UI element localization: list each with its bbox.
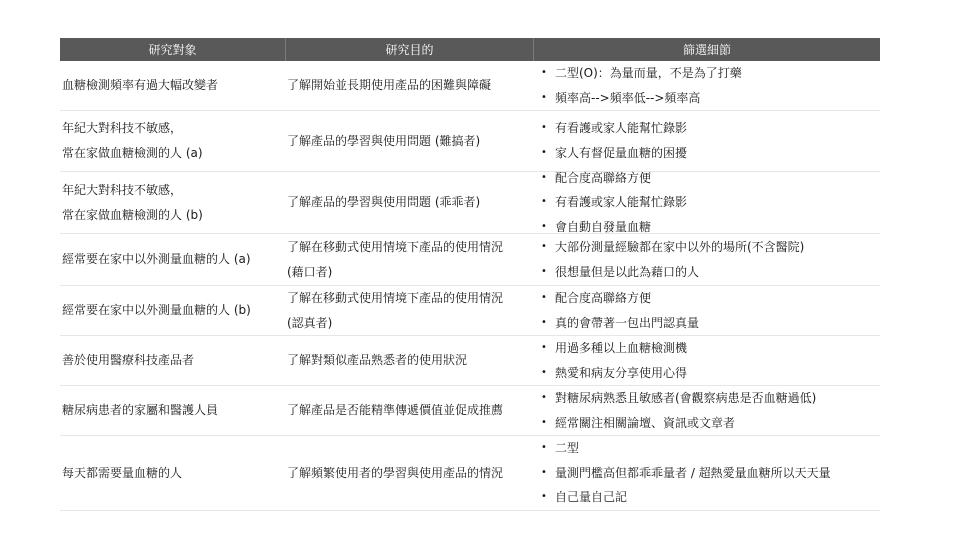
cell-research-target	[60, 172, 285, 233]
criteria-text: 自己量自己記	[555, 490, 628, 505]
criteria-item	[541, 116, 880, 141]
criteria-item	[541, 361, 880, 386]
cell-research-purpose	[285, 111, 533, 171]
bullet-icon: •	[541, 416, 547, 428]
target-text-line: 經常要在家中以外測量血糖的人 (a)	[62, 252, 251, 267]
table-row	[60, 172, 880, 234]
table-row	[60, 336, 880, 386]
criteria-item	[541, 336, 880, 361]
purpose-text-line: 了解在移動式使用情境下產品的使用情況	[287, 239, 504, 254]
criteria-item	[541, 286, 880, 311]
criteria-item	[541, 485, 880, 510]
criteria-text: 真的會帶著一包出門認真量	[555, 315, 700, 330]
target-text-line: 每天都需要量血糖的人	[62, 465, 183, 480]
header-screening-details: 篩選細節	[533, 38, 880, 61]
bullet-icon: •	[541, 66, 547, 78]
table-body	[60, 61, 880, 511]
bullet-icon: •	[541, 196, 547, 208]
cell-screening-details	[533, 286, 880, 335]
bullet-icon: •	[541, 442, 547, 454]
criteria-text: 大部份測量經驗都在家中以外的場所(不含醫院)	[555, 239, 805, 254]
bullet-icon: •	[541, 466, 547, 478]
cell-screening-details	[533, 111, 880, 171]
criteria-item	[541, 411, 880, 436]
criteria-list	[541, 386, 880, 435]
criteria-list	[541, 166, 880, 240]
table-header	[60, 38, 880, 61]
criteria-text: 量測門檻高但都乖乖量者 / 超熱愛量血糖所以天天量	[555, 465, 831, 480]
bullet-icon: •	[541, 366, 547, 378]
purpose-text-line: 了解對類似產品熟悉者的使用狀況	[287, 353, 468, 368]
cell-research-target	[60, 234, 285, 285]
target-text-line: 年紀大對科技不敏感，	[62, 121, 183, 136]
bullet-icon: •	[541, 291, 547, 303]
cell-research-purpose	[285, 234, 533, 285]
cell-research-target	[60, 286, 285, 335]
cell-research-purpose	[285, 336, 533, 385]
cell-research-purpose	[285, 61, 533, 110]
table-row	[60, 286, 880, 336]
cell-research-target	[60, 111, 285, 171]
bullet-icon: •	[541, 147, 547, 158]
criteria-text: 用過多種以上血糖檢測機	[555, 340, 688, 355]
criteria-item	[541, 166, 880, 191]
bullet-icon: •	[541, 171, 547, 183]
header-research-target: 研究對象	[148, 43, 197, 57]
bullet-icon: •	[541, 220, 547, 232]
table-row	[60, 436, 880, 511]
target-text-line: 年紀大對科技不敏感，	[62, 182, 183, 197]
purpose-text-line: 了解產品是否能精準傳遞價值並促成推薦	[287, 403, 504, 418]
bullet-icon: •	[541, 122, 547, 134]
bullet-icon: •	[541, 91, 547, 103]
criteria-text: 有看護或家人能幫忙錄影	[555, 195, 688, 210]
criteria-item	[541, 461, 880, 486]
criteria-item	[541, 61, 880, 86]
criteria-item	[541, 311, 880, 336]
criteria-item	[541, 386, 880, 411]
cell-research-purpose	[285, 386, 533, 435]
criteria-item	[541, 260, 880, 285]
cell-research-target	[60, 436, 285, 510]
target-text-line: 常在家做血糖檢測的人 (b)	[62, 207, 203, 222]
cell-screening-details	[533, 336, 880, 385]
criteria-text: 經常關注相關論壇、資訊或文章者	[555, 415, 736, 430]
target-text-line: 經常要在家中以外測量血糖的人 (b)	[62, 303, 251, 318]
criteria-text: 熱愛和病友分享使用心得	[555, 365, 688, 380]
criteria-text: 會自動自發量血糖	[555, 219, 652, 234]
criteria-text: 頻率高-->頻率低-->頻率高	[555, 90, 701, 105]
criteria-item	[541, 86, 880, 111]
criteria-list	[541, 61, 880, 110]
bullet-icon: •	[541, 391, 547, 403]
purpose-text-line: (藉口者)	[287, 264, 333, 279]
criteria-text: 二型(O)：為量而量，不是為了打藥	[555, 65, 742, 80]
criteria-text: 對糖尿病熟悉且敏感者(會觀察病患是否血糖過低)	[555, 390, 817, 405]
criteria-text: 有看護或家人能幫忙錄影	[555, 121, 688, 136]
criteria-item	[541, 190, 880, 215]
target-text-line: 糖尿病患者的家屬和醫護人員	[62, 403, 219, 418]
bullet-icon: •	[541, 316, 547, 328]
criteria-list	[541, 116, 880, 165]
cell-research-target	[60, 386, 285, 435]
cell-screening-details	[533, 61, 880, 110]
criteria-text: 二型	[555, 441, 580, 456]
criteria-text: 很想量但是以此為藉口的人	[555, 264, 700, 279]
table-row	[60, 111, 880, 172]
criteria-list	[541, 336, 880, 385]
header-research-purpose: 研究目的	[285, 38, 533, 61]
table-row	[60, 61, 880, 111]
bullet-icon: •	[541, 491, 547, 503]
criteria-list	[541, 286, 880, 335]
cell-research-target	[60, 61, 285, 110]
target-text-line: 常在家做血糖檢測的人 (a)	[62, 146, 203, 160]
bullet-icon: •	[541, 240, 547, 252]
criteria-text: 家人有督促量血糖的困擾	[555, 146, 688, 160]
cell-research-purpose	[285, 172, 533, 233]
criteria-list	[541, 436, 880, 510]
cell-research-purpose	[285, 436, 533, 510]
criteria-text: 配合度高聯絡方便	[555, 170, 652, 185]
target-text-line: 善於使用醫療科技產品者	[62, 353, 195, 368]
cell-screening-details	[533, 436, 880, 510]
purpose-text-line: 了解頻繁使用者的學習與使用產品的情況	[287, 465, 504, 480]
purpose-text-line: 了解產品的學習與使用問題 (乖乖者)	[287, 195, 481, 210]
target-text-line: 血糖檢測頻率有過大幅改變者	[62, 78, 219, 93]
cell-research-target	[60, 336, 285, 385]
cell-research-purpose	[285, 286, 533, 335]
cell-screening-details	[533, 172, 880, 233]
purpose-text-line: 了解產品的學習與使用問題 (難搞者)	[287, 133, 481, 148]
cell-screening-details	[533, 386, 880, 435]
research-table	[60, 38, 880, 511]
criteria-item	[541, 235, 880, 260]
purpose-text-line: 了解在移動式使用情境下產品的使用情況	[287, 290, 504, 305]
bullet-icon: •	[541, 341, 547, 353]
cell-screening-details	[533, 234, 880, 285]
criteria-item	[541, 141, 880, 166]
criteria-text: 配合度高聯絡方便	[555, 290, 652, 305]
table-row	[60, 234, 880, 286]
purpose-text-line: (認真者)	[287, 315, 333, 330]
criteria-list	[541, 235, 880, 284]
table-row	[60, 386, 880, 436]
bullet-icon: •	[541, 265, 547, 277]
purpose-text-line: 了解開始並長期使用產品的困難與障礙	[287, 78, 492, 93]
criteria-item	[541, 436, 880, 461]
